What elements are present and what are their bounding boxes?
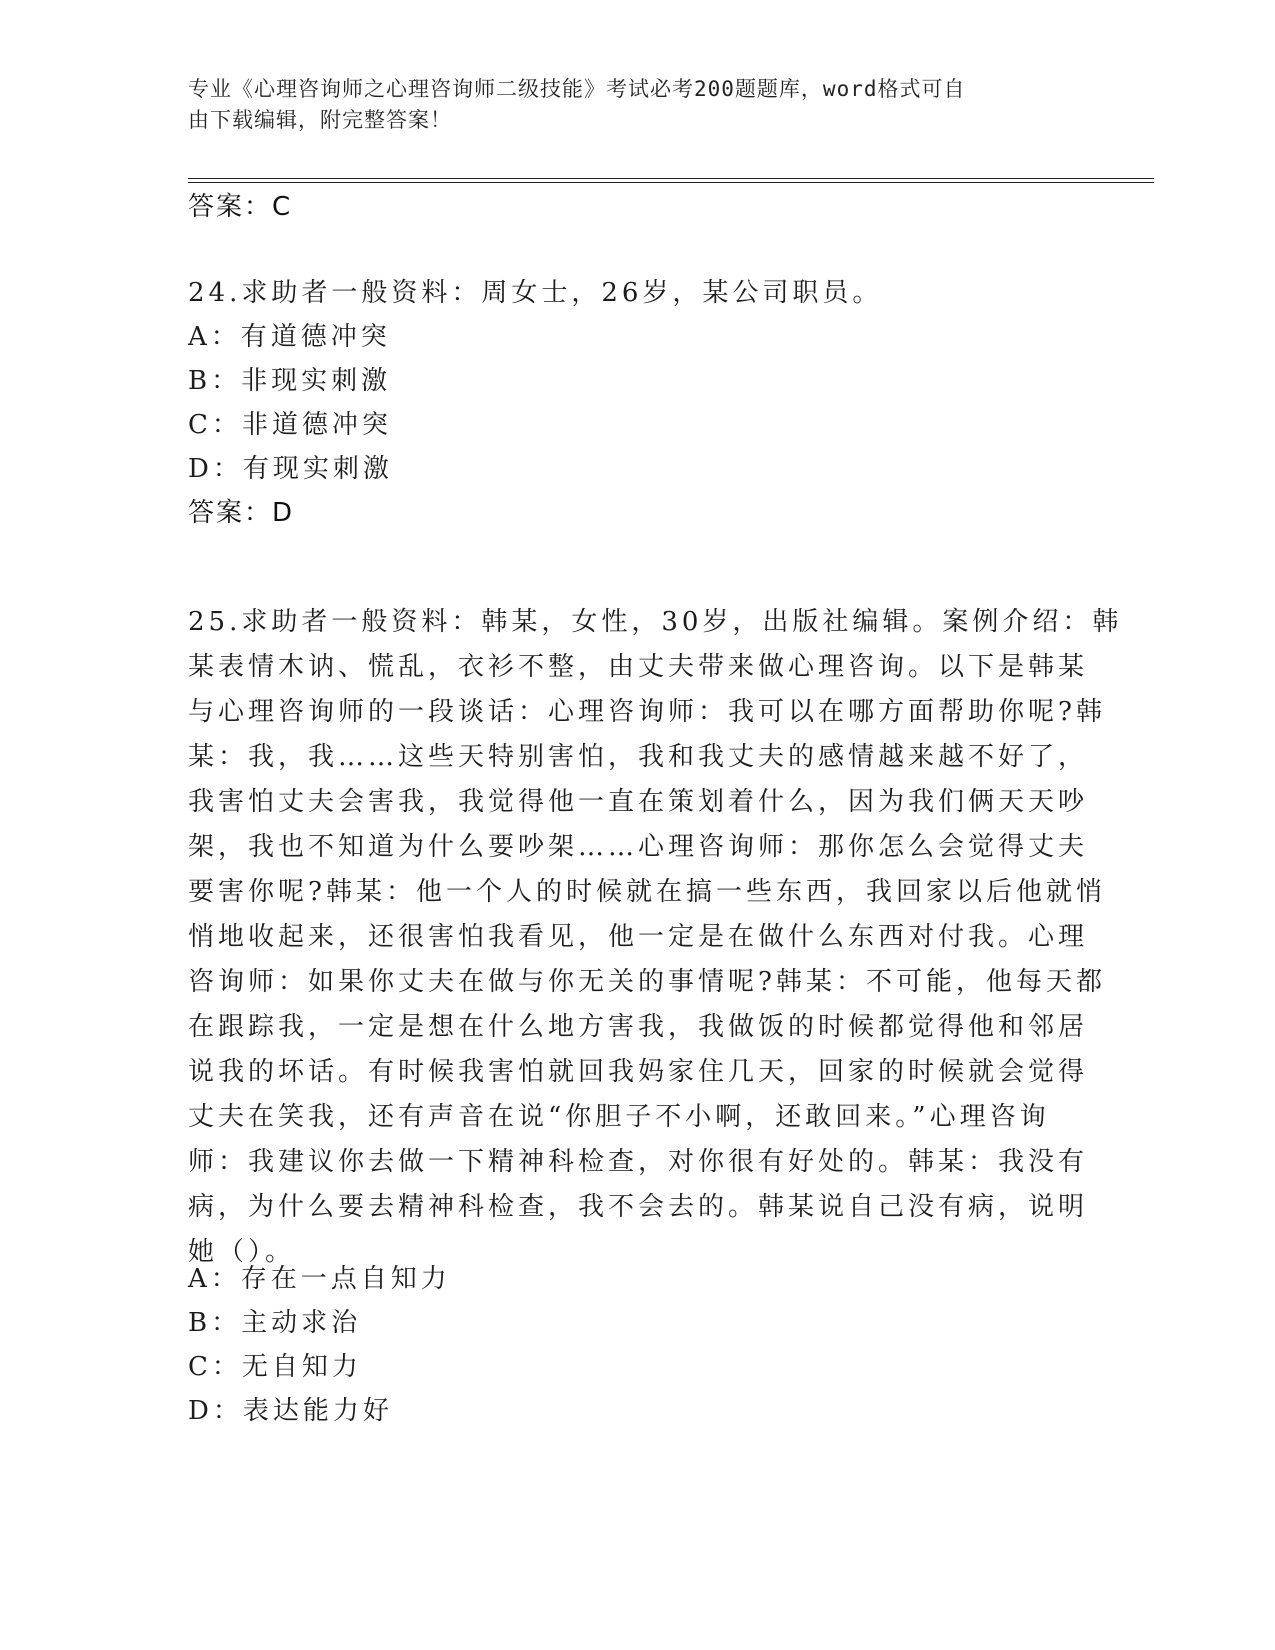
question-25-line: 师：我建议你去做一下精神科检查，对你很有好处的。韩某：我没有 bbox=[188, 1147, 1089, 1177]
question-25-option-c: C：无自知力 bbox=[188, 1352, 362, 1382]
question-25-line: 在跟踪我，一定是想在什么地方害我，我做饭的时候都觉得他和邻居 bbox=[188, 1012, 1089, 1042]
question-25-option-a: A：存在一点自知力 bbox=[188, 1264, 451, 1294]
question-25-line: 我害怕丈夫会害我，我觉得他一直在策划着什么，因为我们俩天天吵 bbox=[188, 787, 1089, 817]
header-line-2: 由下载编辑，附完整答案！ bbox=[188, 108, 452, 132]
question-25-line: 咨询师：如果你丈夫在做与你无关的事情呢?韩某：不可能，他每天都 bbox=[188, 967, 1106, 997]
header-divider-top bbox=[188, 178, 1154, 179]
question-25-option-d: D：表达能力好 bbox=[188, 1396, 393, 1426]
question-25-line: 丈夫在笑我，还有声音在说“你胆子不小啊，还敢回来。”心理咨询 bbox=[188, 1102, 1050, 1132]
question-25-line: 病，为什么要去精神科检查，我不会去的。韩某说自己没有病，说明 bbox=[188, 1192, 1089, 1222]
question-24-title: 24.求助者一般资料：周女士，26岁，某公司职员。 bbox=[188, 278, 883, 308]
question-25-line: 某表情木讷、慌乱，衣衫不整，由丈夫带来做心理咨询。以下是韩某 bbox=[188, 652, 1089, 682]
question-24-option-b: B：非现实刺激 bbox=[188, 366, 392, 396]
question-25-line: 架，我也不知道为什么要吵架……心理咨询师：那你怎么会觉得丈夫 bbox=[188, 832, 1089, 862]
question-25-line: 说我的坏话。有时候我害怕就回我妈家住几天，回家的时候就会觉得 bbox=[188, 1057, 1089, 1087]
question-24-answer: 答案：D bbox=[188, 498, 295, 528]
question-25-line: 悄地收起来，还很害怕我看见，他一定是在做什么东西对付我。心理 bbox=[188, 922, 1089, 952]
question-24-option-c: C：非道德冲突 bbox=[188, 410, 392, 440]
question-25-line: 25.求助者一般资料：韩某，女性，30岁，出版社编辑。案例介绍：韩 bbox=[188, 607, 1123, 637]
document-header bbox=[188, 74, 1068, 136]
question-24-option-d: D：有现实刺激 bbox=[188, 454, 393, 484]
question-25-option-b: B：主动求治 bbox=[188, 1308, 362, 1338]
question-25-line: 要害你呢?韩某：他一个人的时候就在搞一些东西，我回家以后他就悄 bbox=[188, 877, 1106, 907]
previous-answer: 答案：C bbox=[188, 192, 293, 222]
question-24-option-a: A：有道德冲突 bbox=[188, 322, 391, 352]
question-25-stem bbox=[188, 600, 1123, 1275]
question-25-line: 她（）。 bbox=[188, 1237, 296, 1267]
question-25-line: 与心理咨询师的一段谈话：心理咨询师：我可以在哪方面帮助你呢?韩 bbox=[188, 697, 1106, 727]
question-25-line: 某：我，我……这些天特别害怕，我和我丈夫的感情越来越不好了， bbox=[188, 742, 1089, 772]
header-divider-bottom bbox=[188, 182, 1154, 183]
header-line-1: 专业《心理咨询师之心理咨询师二级技能》考试必考200题题库，word格式可自 bbox=[188, 77, 966, 101]
